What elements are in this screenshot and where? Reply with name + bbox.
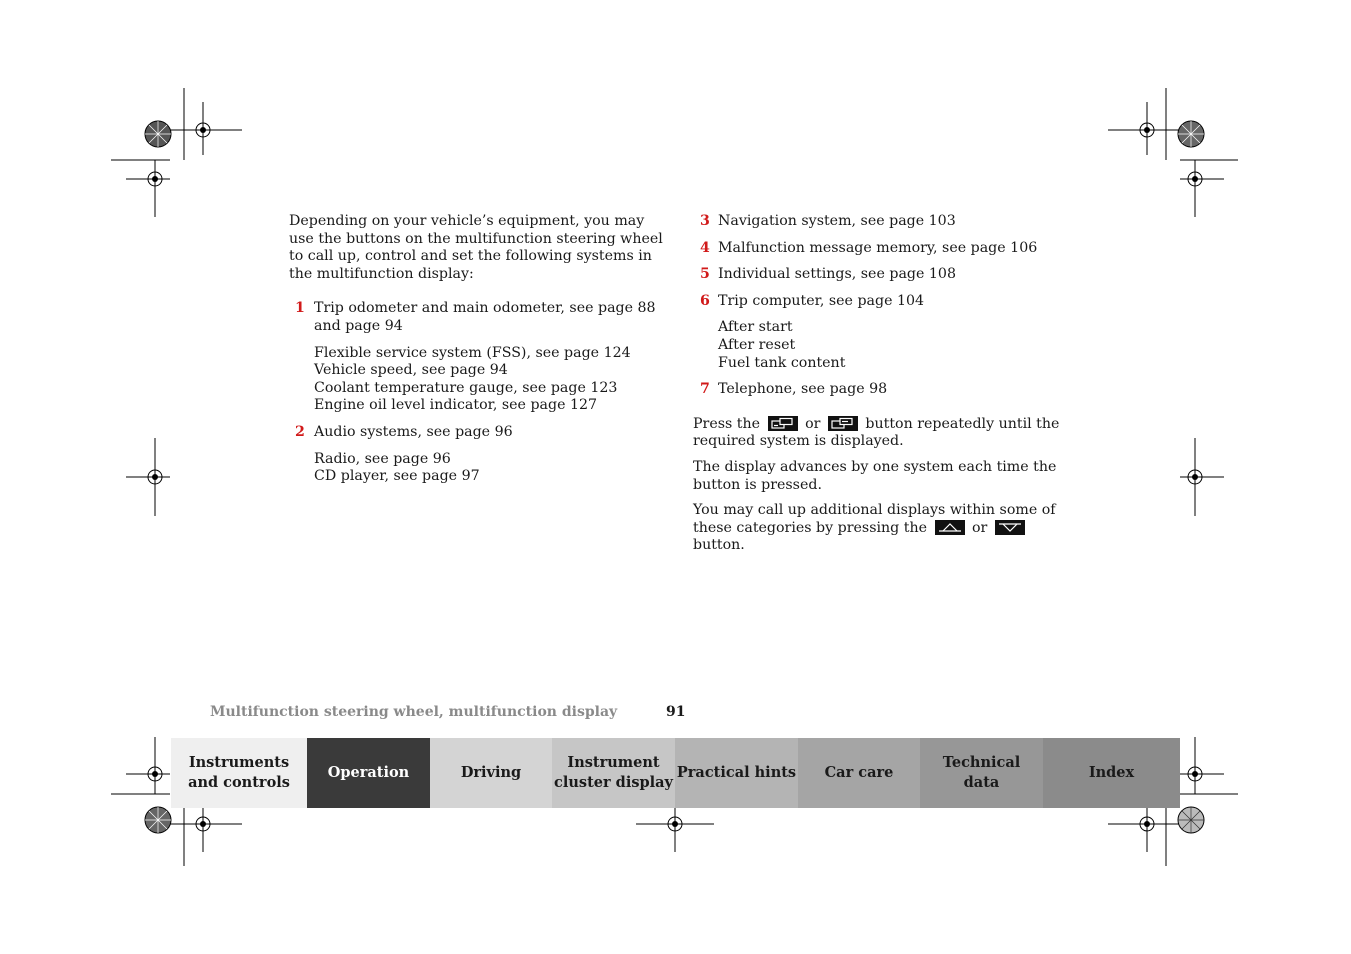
up-arrow-icon — [935, 520, 965, 535]
item-text: Individual settings, see page 108 — [718, 266, 956, 283]
advance-paragraph: The display advances by one system each time the button is pressed. — [693, 458, 1057, 493]
list-item — [693, 293, 1073, 311]
sub-item: CD player, see page 97 — [314, 468, 480, 485]
list-item — [693, 381, 1073, 399]
tab-operation[interactable] — [307, 738, 430, 808]
item-text: Navigation system, see page 103 — [718, 213, 956, 229]
tab-label: Index — [1088, 764, 1135, 781]
item-text: Trip computer, see page 104 — [718, 292, 925, 309]
list-item — [289, 424, 664, 442]
section-title: Multifunction steering wheel, multifunction display — [210, 704, 618, 720]
tab-label: Technical data — [942, 754, 1021, 791]
tab-label: Instruments and controls — [188, 754, 290, 791]
tab-instrument-cluster-display[interactable] — [552, 738, 675, 808]
tab-label: Driving — [460, 764, 522, 781]
item-text: Malfunction message memory, see page 106 — [718, 239, 1038, 256]
tab-practical-hints[interactable] — [675, 738, 798, 808]
sub-item: Flexible service system (FSS), see page 124 — [314, 344, 631, 361]
sub-list — [289, 451, 664, 486]
left-column — [289, 213, 664, 495]
right-column — [693, 213, 1073, 563]
tab-technical-data[interactable] — [920, 738, 1043, 808]
item-text: Audio systems, see page 96 — [314, 423, 513, 440]
next-display-icon — [768, 416, 798, 431]
item-number: 4 — [700, 239, 710, 256]
tab-label: Operation — [327, 764, 410, 781]
previous-display-icon — [828, 416, 858, 431]
page-number: 91 — [666, 704, 686, 720]
item-number: 6 — [700, 292, 710, 309]
list-item — [289, 300, 664, 335]
sub-list — [693, 319, 1073, 372]
item-number: 7 — [700, 381, 710, 398]
tab-driving[interactable] — [430, 738, 552, 808]
call-text-end: button. — [693, 537, 745, 554]
call-text-start: You may call up additional displays within some of these categories by pressing the — [693, 502, 1056, 536]
sub-item: Vehicle speed, see page 94 — [314, 362, 508, 379]
item-text: Telephone, see page 98 — [718, 381, 888, 398]
item-number: 5 — [700, 266, 710, 283]
sub-item: Coolant temperature gauge, see page 123 — [314, 379, 618, 396]
tab-car-care[interactable] — [798, 738, 920, 808]
item-number: 1 — [295, 300, 305, 317]
press-paragraph — [693, 416, 1073, 451]
intro-paragraph: Depending on your vehicle’s equipment, you may use the buttons on the multifunction steering wheel to call up, control and set the following systems in the multifunction display: — [289, 213, 663, 282]
sub-item: Engine oil level indicator, see page 127 — [314, 397, 598, 414]
item-text: Trip odometer and main odometer, see page 88 and page 94 — [314, 300, 656, 334]
tab-index[interactable] — [1043, 738, 1180, 808]
tab-label: Car care — [824, 764, 894, 781]
call-paragraph — [693, 502, 1073, 555]
item-number: 2 — [295, 423, 305, 440]
press-text-end: button repeatedly until the required system is displayed. — [693, 415, 1060, 450]
chapter-tabs — [171, 738, 1180, 808]
tab-label: Practical hints — [676, 764, 797, 781]
sub-item: Radio, see page 96 — [314, 450, 451, 467]
item-number: 3 — [700, 213, 710, 229]
list-item — [693, 266, 1073, 284]
list-item — [693, 213, 1073, 231]
or-text: or — [805, 415, 821, 432]
or-text: or — [972, 519, 988, 536]
tab-label: Instrument cluster display — [554, 754, 673, 791]
sub-item: After start — [718, 319, 793, 336]
sub-list — [289, 345, 664, 415]
down-arrow-icon — [995, 520, 1025, 535]
sub-item: After reset — [718, 336, 796, 353]
tab-instruments-and-controls[interactable] — [171, 738, 307, 808]
press-text-start: Press the — [693, 415, 761, 432]
list-item — [693, 240, 1073, 258]
sub-item: Fuel tank content — [718, 354, 846, 371]
